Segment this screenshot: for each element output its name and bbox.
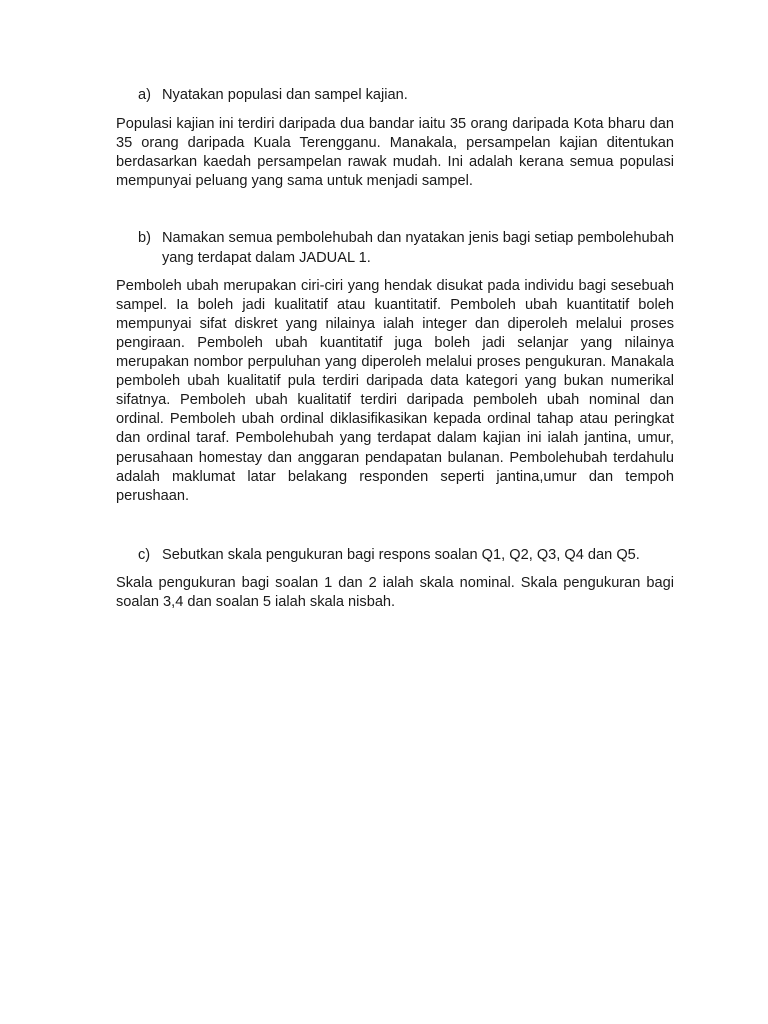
question-marker: b) (138, 230, 151, 247)
question-text: Nyatakan populasi dan sampel kajian. (162, 87, 408, 103)
question-a (138, 86, 674, 105)
answer-b: Pemboleh ubah merupakan ciri-ciri yang hendak disukat pada individu bagi sesebuah sampel. Ia boleh jadi kualitatif atau kuantitatif. Pemboleh ubah kuantitatif boleh mempunyai sifat diskret yang nilainya ialah integer dan diperoleh melalui proses pengiraan. Pemboleh ubah kuantitatif juga boleh jadi selanjar yang nilainya merupakan nombor perpuluhan yang diperoleh melalui proses pengukuran. Manakala pemboleh ubah kualitatif pula terdiri daripada data kategori yang bukan numerikal sifatnya. Pemboleh ubah kualitatif terdiri daripada pemboleh ubah nominal dan ordinal. Pemboleh ubah ordinal diklasifikasikan kepada ordinal tahap atau peringkat dan ordinal taraf. Pembolehubah yang terdapat dalam kajian ini ialah jantina, umur, perusahaan homestay dan anggaran pendapatan bulanan. Pembolehubah terdahulu adalah maklumat latar belakang responden seperti jantina,umur dan tempoh perushaan. (116, 277, 674, 504)
document-content (116, 86, 674, 612)
answer-a: Populasi kajian ini terdiri daripada dua bandar iaitu 35 orang daripada Kota bharu dan 35 orang daripada Kuala Terengganu. Manakala, persampelan kajian ditentukan berdasarkan kaedah persampelan rawak mudah. Ini adalah kerana semua populasi mempunyai peluang yang sama untuk menjadi sampel. (116, 116, 674, 190)
spacer (116, 191, 674, 229)
question-text: Sebutkan skala pengukuran bagi respons soalan Q1, Q2, Q3, Q4 dan Q5. (162, 546, 640, 563)
question-marker: a) (138, 87, 151, 103)
answer-c: Skala pengukuran bagi soalan 1 dan 2 ialah skala nominal. Skala pengukuran bagi soalan 3,4 dan soalan 5 ialah skala nisbah. (116, 574, 674, 610)
question-b (138, 229, 674, 267)
question-c (138, 546, 674, 565)
spacer (116, 506, 674, 546)
question-text: Namakan semua pembolehubah dan nyatakan jenis bagi setiap pembolehubah yang terdapat dalam JADUAL 1. (162, 230, 674, 266)
question-marker: c) (138, 546, 151, 563)
